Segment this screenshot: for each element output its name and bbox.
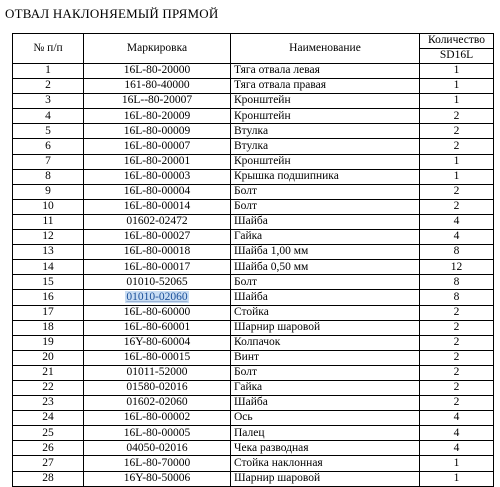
parts-table [12, 33, 494, 487]
row-qty-cell: 2 [420, 124, 494, 139]
table-row [13, 456, 494, 471]
table-row [13, 471, 494, 486]
row-code-cell [84, 290, 231, 305]
table-row [13, 441, 494, 456]
header-qty-model: SD16L [420, 49, 494, 64]
row-qty-cell: 12 [420, 260, 494, 275]
row-name-cell: Палец [231, 426, 420, 441]
table-row [13, 245, 494, 260]
table-row [13, 305, 494, 320]
row-code-cell: 16L-80-00004 [84, 184, 231, 199]
row-num-cell: 13 [13, 245, 84, 260]
row-code-cell: 01010-52065 [84, 275, 231, 290]
row-name-cell: Колпачок [231, 335, 420, 350]
row-num-cell: 18 [13, 320, 84, 335]
table-body [13, 64, 494, 487]
row-qty-cell: 2 [420, 335, 494, 350]
row-qty-cell: 1 [420, 456, 494, 471]
table-row [13, 139, 494, 154]
row-name-cell: Тяга отвала правая [231, 79, 420, 94]
table-row [13, 335, 494, 350]
row-qty-cell: 2 [420, 109, 494, 124]
row-code-cell: 16L-80-00014 [84, 199, 231, 214]
row-num-cell: 21 [13, 365, 84, 380]
header-row [13, 34, 494, 49]
table-row [13, 79, 494, 94]
row-name-cell: Болт [231, 365, 420, 380]
row-code-cell: 16Y-80-50006 [84, 471, 231, 486]
row-num-cell: 17 [13, 305, 84, 320]
table-row [13, 214, 494, 229]
row-code-cell: 16L-80-00007 [84, 139, 231, 154]
row-name-cell: Кронштейн [231, 154, 420, 169]
row-name-cell: Втулка [231, 124, 420, 139]
row-num-cell: 11 [13, 214, 84, 229]
row-name-cell: Стойка наклонная [231, 456, 420, 471]
table-row [13, 320, 494, 335]
row-name-cell: Тяга отвала левая [231, 64, 420, 79]
row-num-cell: 8 [13, 169, 84, 184]
row-name-cell: Шайба 0,50 мм [231, 260, 420, 275]
row-num-cell: 19 [13, 335, 84, 350]
row-qty-cell: 1 [420, 169, 494, 184]
table-row [13, 199, 494, 214]
row-name-cell: Гайка [231, 380, 420, 395]
row-num-cell: 4 [13, 109, 84, 124]
table-row [13, 109, 494, 124]
table-row [13, 260, 494, 275]
row-qty-cell: 1 [420, 79, 494, 94]
row-num-cell: 9 [13, 184, 84, 199]
table-row [13, 411, 494, 426]
row-qty-cell: 2 [420, 380, 494, 395]
row-num-cell: 5 [13, 124, 84, 139]
row-qty-cell: 1 [420, 64, 494, 79]
row-code-cell: 01011-52000 [84, 365, 231, 380]
row-code-cell: 16L-80-70000 [84, 456, 231, 471]
row-qty-cell: 8 [420, 245, 494, 260]
row-num-cell: 1 [13, 64, 84, 79]
row-qty-cell: 4 [420, 426, 494, 441]
row-code-cell: 16L--80-20007 [84, 94, 231, 109]
row-code-cell: 16L-80-20000 [84, 64, 231, 79]
row-name-cell: Крышка подшипника [231, 169, 420, 184]
row-code-cell: 16L-80-00002 [84, 411, 231, 426]
row-qty-cell: 2 [420, 350, 494, 365]
row-num-cell: 24 [13, 411, 84, 426]
row-name-cell: Винт [231, 350, 420, 365]
row-name-cell: Гайка [231, 230, 420, 245]
row-qty-cell: 1 [420, 154, 494, 169]
row-qty-cell: 2 [420, 320, 494, 335]
row-qty-cell: 2 [420, 305, 494, 320]
row-name-cell: Чека разводная [231, 441, 420, 456]
row-code-cell: 16L-80-60001 [84, 320, 231, 335]
header-name: Наименование [231, 34, 420, 64]
row-num-cell: 20 [13, 350, 84, 365]
row-qty-cell: 1 [420, 471, 494, 486]
row-code-cell: 16L-80-20009 [84, 109, 231, 124]
row-name-cell: Втулка [231, 139, 420, 154]
row-name-cell: Шайба [231, 290, 420, 305]
row-name-cell: Шайба [231, 214, 420, 229]
table-row [13, 64, 494, 79]
row-code-cell: 161-80-40000 [84, 79, 231, 94]
table-row [13, 94, 494, 109]
row-num-cell: 3 [13, 94, 84, 109]
row-qty-cell: 2 [420, 199, 494, 214]
row-qty-cell: 1 [420, 94, 494, 109]
row-code-cell: 16L-80-00005 [84, 426, 231, 441]
row-name-cell: Болт [231, 199, 420, 214]
row-code-cell: 16L-80-00017 [84, 260, 231, 275]
row-qty-cell: 2 [420, 139, 494, 154]
row-code-cell: 16L-80-00009 [84, 124, 231, 139]
row-name-cell: Кронштейн [231, 94, 420, 109]
row-num-cell: 28 [13, 471, 84, 486]
row-code-cell: 01602-02472 [84, 214, 231, 229]
row-name-cell: Шарнир шаровой [231, 471, 420, 486]
row-code-cell: 16L-80-00018 [84, 245, 231, 260]
table-row [13, 230, 494, 245]
row-num-cell: 12 [13, 230, 84, 245]
row-name-cell: Болт [231, 275, 420, 290]
row-qty-cell: 2 [420, 184, 494, 199]
row-num-cell: 27 [13, 456, 84, 471]
row-qty-cell: 2 [420, 396, 494, 411]
row-qty-cell: 4 [420, 214, 494, 229]
table-row [13, 275, 494, 290]
row-qty-cell: 4 [420, 230, 494, 245]
row-code-cell: 04050-02016 [84, 441, 231, 456]
row-num-cell: 26 [13, 441, 84, 456]
table-row [13, 350, 494, 365]
row-code-cell: 01602-02060 [84, 396, 231, 411]
row-qty-cell: 8 [420, 290, 494, 305]
row-name-cell: Шарнир шаровой [231, 320, 420, 335]
row-code-cell: 16Y-80-60004 [84, 335, 231, 350]
table-row [13, 124, 494, 139]
header-qty: Количество [420, 34, 494, 49]
row-num-cell: 6 [13, 139, 84, 154]
row-num-cell: 25 [13, 426, 84, 441]
header-num: № п/п [13, 34, 84, 64]
row-qty-cell: 2 [420, 365, 494, 380]
table-row [13, 184, 494, 199]
row-qty-cell: 8 [420, 275, 494, 290]
row-num-cell: 14 [13, 260, 84, 275]
table-row [13, 380, 494, 395]
row-qty-cell: 4 [420, 411, 494, 426]
row-name-cell: Стойка [231, 305, 420, 320]
row-code-cell: 01580-02016 [84, 380, 231, 395]
row-name-cell: Шайба 1,00 мм [231, 245, 420, 260]
row-qty-cell: 4 [420, 441, 494, 456]
row-name-cell: Ось [231, 411, 420, 426]
selected-text-highlight[interactable]: 01010-02060 [126, 290, 188, 303]
row-num-cell: 7 [13, 154, 84, 169]
row-name-cell: Кронштейн [231, 109, 420, 124]
row-code-cell: 16L-80-00027 [84, 230, 231, 245]
table-row [13, 396, 494, 411]
row-name-cell: Шайба [231, 396, 420, 411]
row-name-cell: Болт [231, 184, 420, 199]
row-code-cell: 16L-80-00003 [84, 169, 231, 184]
table-row [13, 169, 494, 184]
row-code-cell: 16L-80-60000 [84, 305, 231, 320]
row-num-cell: 22 [13, 380, 84, 395]
table-row [13, 154, 494, 169]
table-row [13, 365, 494, 380]
row-code-cell: 16L-80-00015 [84, 350, 231, 365]
header-code: Маркировка [84, 34, 231, 64]
row-num-cell: 15 [13, 275, 84, 290]
row-code-cell: 16L-80-20001 [84, 154, 231, 169]
document-title: ОТВАЛ НАКЛОНЯЕМЫЙ ПРЯМОЙ [5, 6, 219, 21]
row-num-cell: 23 [13, 396, 84, 411]
row-num-cell: 16 [13, 290, 84, 305]
table-row [13, 426, 494, 441]
table-row [13, 290, 494, 305]
row-num-cell: 2 [13, 79, 84, 94]
row-num-cell: 10 [13, 199, 84, 214]
